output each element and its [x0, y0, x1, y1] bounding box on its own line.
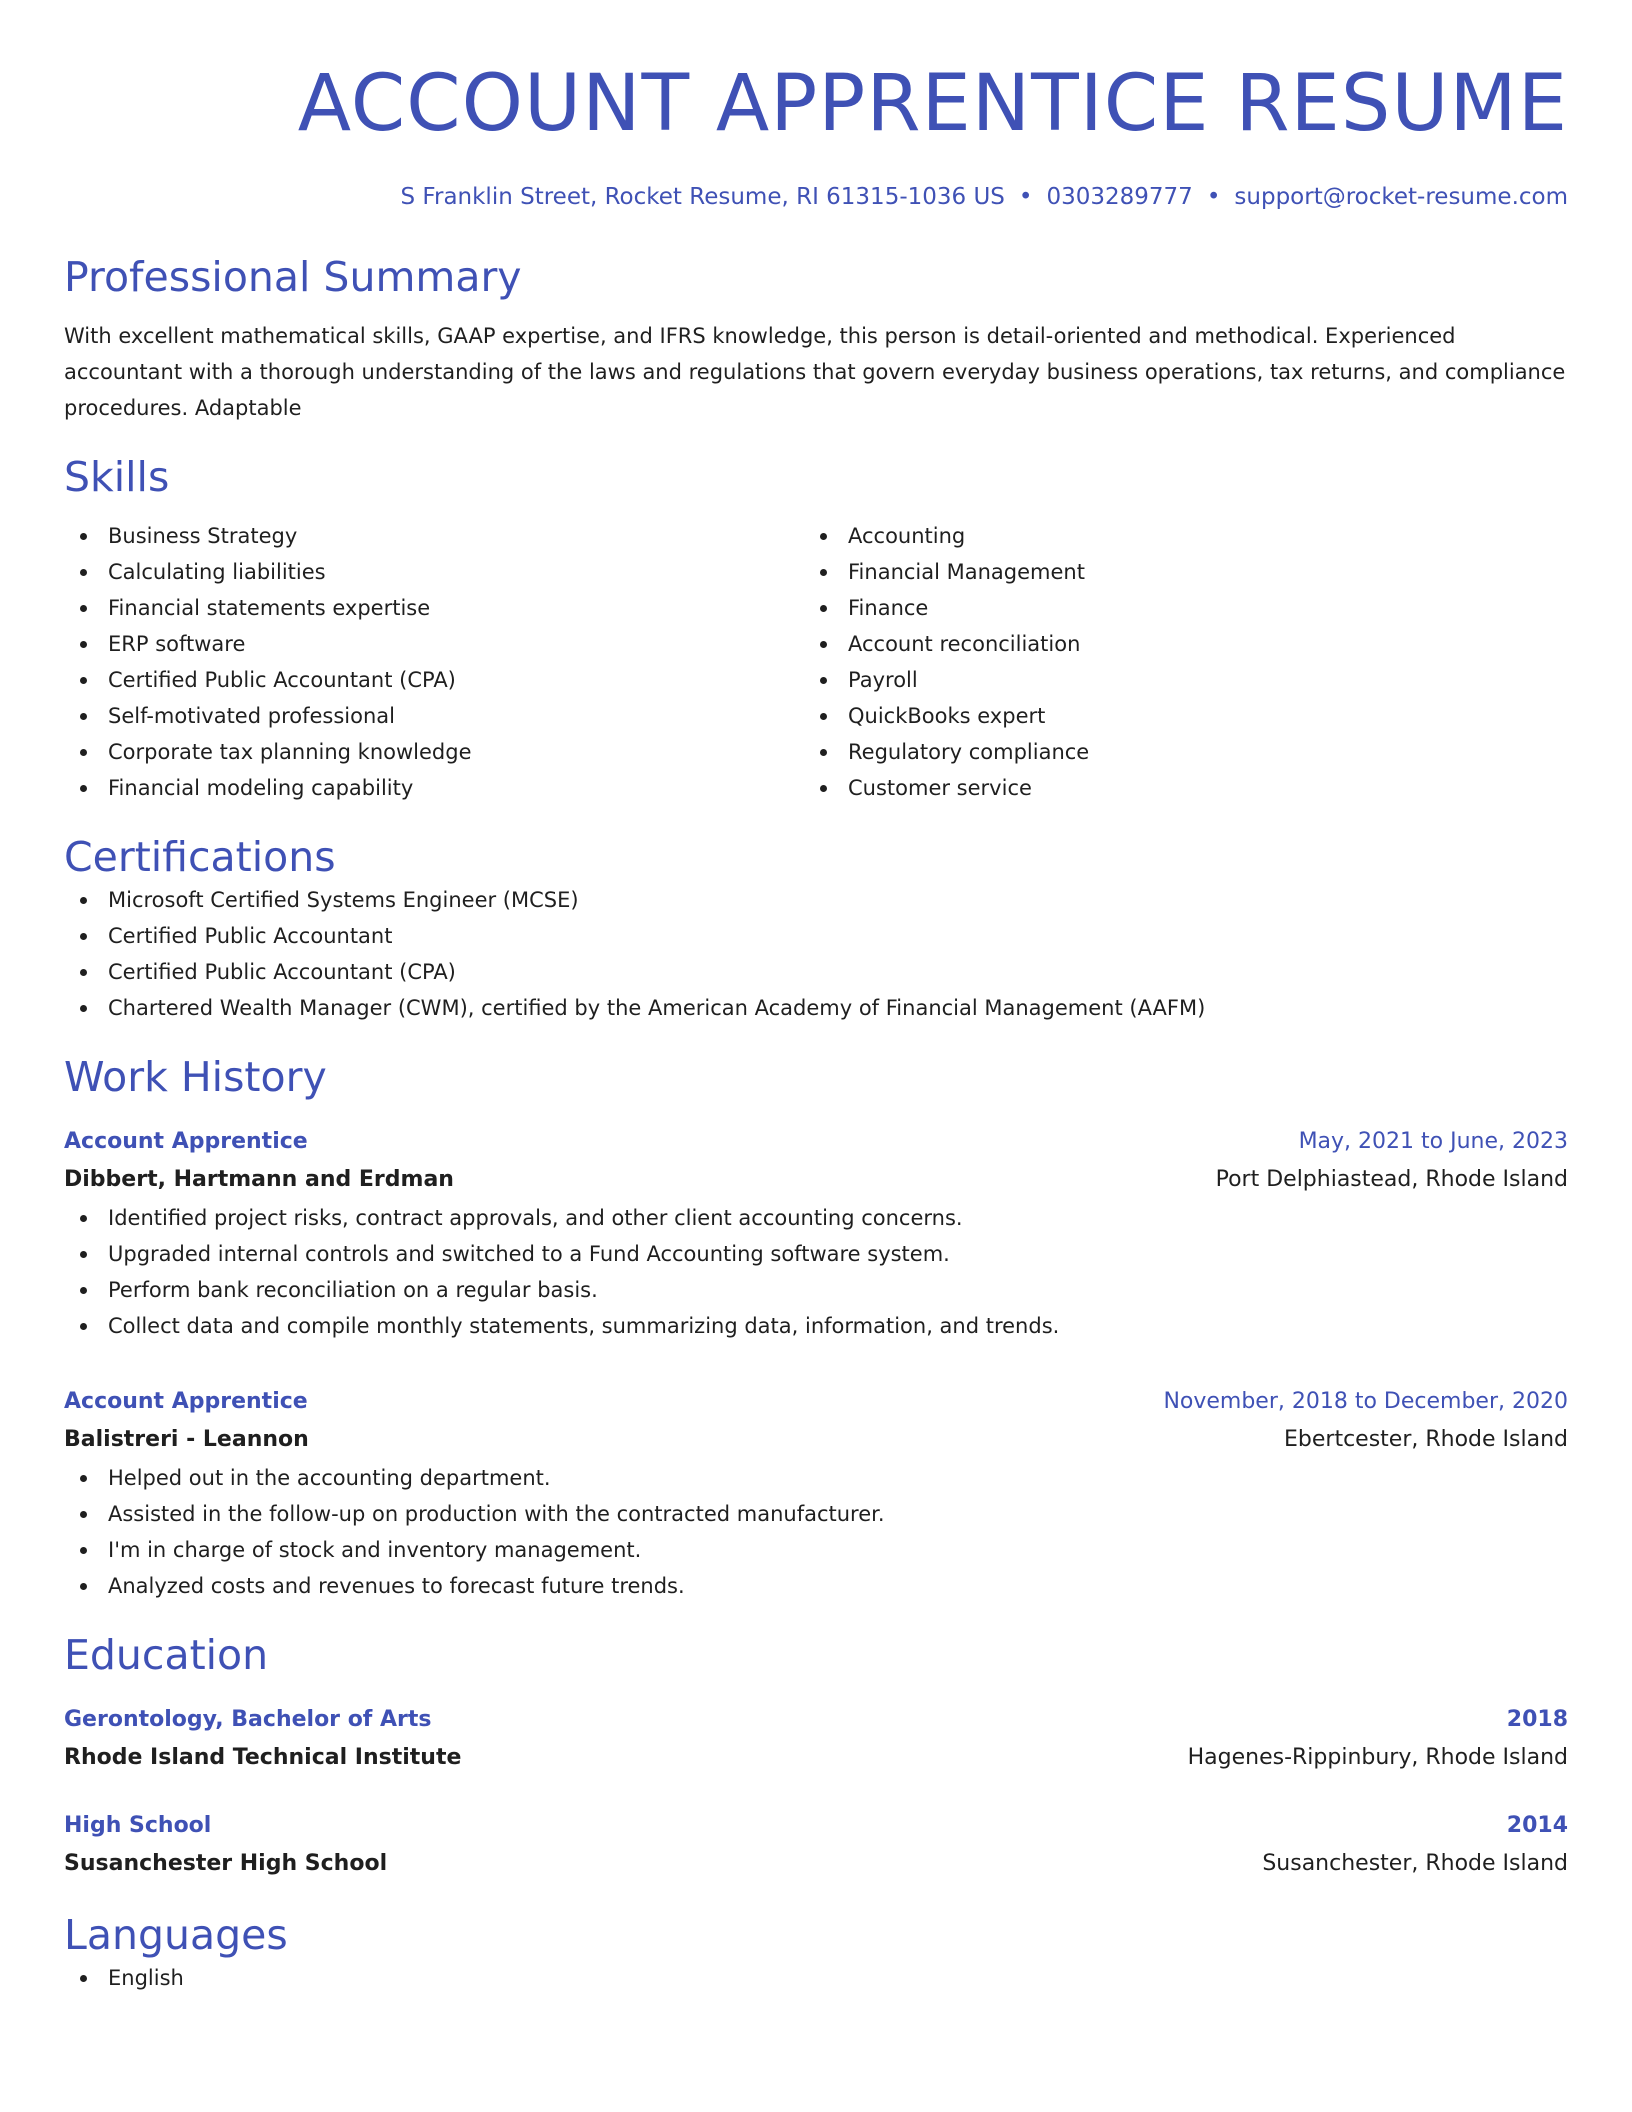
skills-section [64, 452, 1568, 806]
education-year: 2018 [1506, 1707, 1568, 1732]
skills-list-right [804, 518, 1544, 806]
education-heading: Education [64, 1631, 269, 1679]
job-bullet: Upgraded internal controls and switched to a Fund Accounting software system. [64, 1236, 1568, 1272]
job-bullet: Identified project risks, contract approvals, and other client accounting concerns. [64, 1200, 1568, 1236]
education-school: Rhode Island Technical Institute [64, 1745, 462, 1770]
skill-item: Financial modeling capability [64, 770, 804, 806]
job-bullet: Perform bank reconciliation on a regular basis. [64, 1272, 1568, 1308]
resume-title: ACCOUNT APPRENTICE RESUME [297, 59, 1568, 149]
certifications-heading: Certifications [64, 833, 336, 881]
certifications-list [64, 882, 1568, 1026]
education-org-row [64, 1844, 1568, 1884]
job-dates: November, 2018 to December, 2020 [1163, 1389, 1568, 1414]
job-location: Port Delphiastead, Rhode Island [1215, 1167, 1568, 1192]
education-entry [64, 1808, 1568, 1884]
job-bullets [64, 1460, 1568, 1604]
skill-item: Regulatory compliance [804, 734, 1544, 770]
skill-item: Customer service [804, 770, 1544, 806]
skill-item: Business Strategy [64, 518, 804, 554]
certification-item: Certified Public Accountant (CPA) [64, 954, 1568, 990]
job-org-row [64, 1420, 1568, 1460]
contact-address: S Franklin Street, Rocket Resume, RI 61315-1036 US [400, 184, 1005, 210]
job-company: Dibbert, Hartmann and Erdman [64, 1167, 454, 1192]
job-header-row [64, 1124, 1568, 1160]
job-role: Account Apprentice [64, 1389, 308, 1414]
contact-phone: 0303289777 [1046, 184, 1193, 210]
job-bullet: Collect data and compile monthly statements, summarizing data, information, and trends. [64, 1308, 1568, 1344]
languages-list [64, 1960, 1568, 1996]
work-history-section [64, 1052, 1568, 1604]
education-header-row [64, 1808, 1568, 1844]
certifications-section [64, 832, 1568, 1026]
skill-item: ERP software [64, 626, 804, 662]
work-history-heading: Work History [64, 1053, 327, 1101]
job-company: Balistreri - Leannon [64, 1427, 309, 1452]
job-bullets [64, 1200, 1568, 1344]
job-location: Ebertcester, Rhode Island [1284, 1427, 1568, 1452]
job-bullet: I'm in charge of stock and inventory management. [64, 1532, 1568, 1568]
skill-item: Account reconciliation [804, 626, 1544, 662]
languages-heading: Languages [64, 1911, 288, 1959]
skill-item: Financial Management [804, 554, 1544, 590]
skill-item: Accounting [804, 518, 1544, 554]
education-location: Susanchester, Rhode Island [1262, 1851, 1568, 1876]
skill-item: QuickBooks expert [804, 698, 1544, 734]
languages-section [64, 1910, 1568, 1996]
skills-list-left [64, 518, 804, 806]
job-entry [64, 1124, 1568, 1344]
skill-item: Self-motivated professional [64, 698, 804, 734]
job-bullet: Helped out in the accounting department. [64, 1460, 1568, 1496]
contact-email: support@rocket-resume.com [1234, 184, 1568, 210]
summary-text: With excellent mathematical skills, GAAP expertise, and IFRS knowledge, this person is detail-oriented and methodical. Experienced accountant with a thorough understanding of the laws and regulations that govern everyday business operations, tax returns, and compliance procedures. Adaptable [64, 324, 1566, 420]
education-org-row [64, 1738, 1568, 1778]
skill-item: Finance [804, 590, 1544, 626]
certification-item: Microsoft Certified Systems Engineer (MCSE) [64, 882, 1568, 918]
skill-item: Corporate tax planning knowledge [64, 734, 804, 770]
education-school: Susanchester High School [64, 1851, 388, 1876]
skill-item: Financial statements expertise [64, 590, 804, 626]
job-dates: May, 2021 to June, 2023 [1298, 1129, 1568, 1154]
summary-heading: Professional Summary [64, 253, 522, 301]
job-bullet: Analyzed costs and revenues to forecast future trends. [64, 1568, 1568, 1604]
contact-separator: • [1206, 184, 1221, 210]
education-degree: High School [64, 1813, 212, 1838]
education-section [64, 1630, 1568, 1884]
resume-header [64, 0, 1568, 212]
skill-item: Certified Public Accountant (CPA) [64, 662, 804, 698]
certification-item: Chartered Wealth Manager (CWM), certified by the American Academy of Financial Management (AAFM) [64, 990, 1568, 1026]
skill-item: Payroll [804, 662, 1544, 698]
education-entry [64, 1702, 1568, 1778]
contact-line [64, 182, 1568, 212]
education-year: 2014 [1506, 1813, 1568, 1838]
contact-separator: • [1018, 184, 1033, 210]
job-header-row [64, 1384, 1568, 1420]
skills-heading: Skills [64, 453, 170, 501]
skills-grid [64, 518, 1568, 806]
certification-item: Certified Public Accountant [64, 918, 1568, 954]
education-location: Hagenes-Rippinbury, Rhode Island [1187, 1745, 1568, 1770]
language-item: English [64, 1960, 1568, 1996]
skill-item: Calculating liabilities [64, 554, 804, 590]
job-entry [64, 1384, 1568, 1604]
job-role: Account Apprentice [64, 1129, 308, 1154]
education-header-row [64, 1702, 1568, 1738]
education-degree: Gerontology, Bachelor of Arts [64, 1707, 432, 1732]
job-bullet: Assisted in the follow-up on production with the contracted manufacturer. [64, 1496, 1568, 1532]
job-org-row [64, 1160, 1568, 1200]
summary-section [64, 252, 1568, 426]
